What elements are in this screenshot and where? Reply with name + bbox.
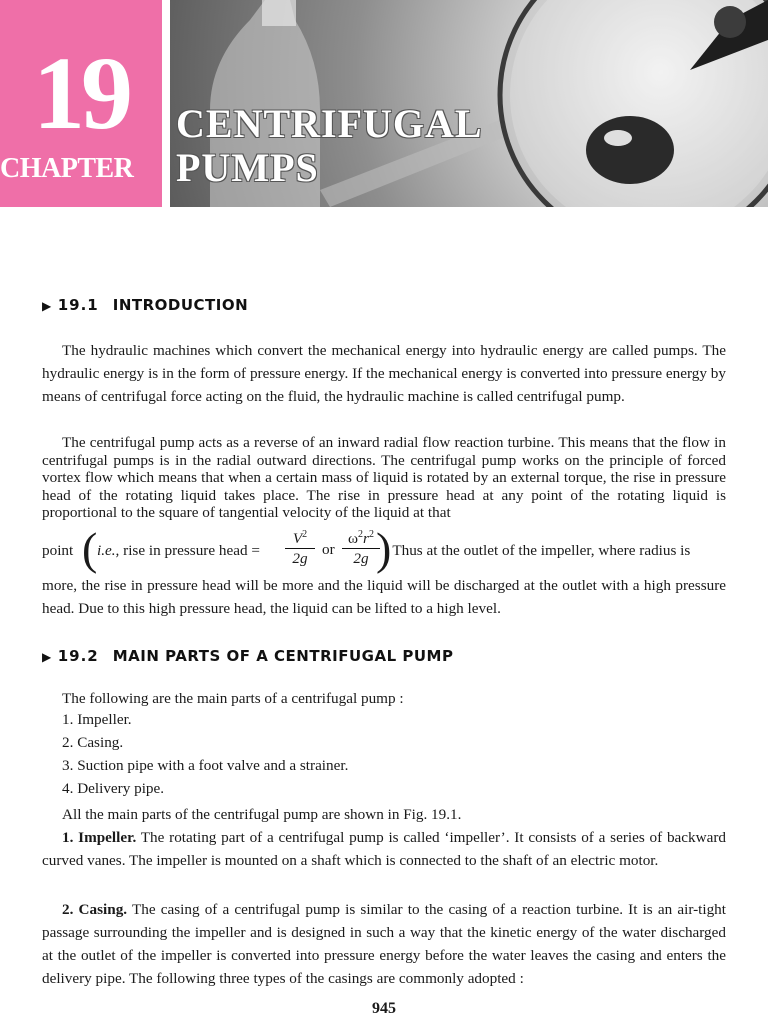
list-item: 2. Casing. <box>62 734 124 751</box>
fraction-omega-r-squared: $\frac{\omega^2r^2}{2g}$ <box>342 526 380 569</box>
impeller-paragraph: 1. Impeller. The rotating part of a centrifugal pump is called ‘impeller’. It consists of a series of backward curved vanes. The impeller is mounted on a shaft which is connected to the shaft of an electric motor. <box>42 829 726 869</box>
list-item: 4. Delivery pipe. <box>62 780 165 797</box>
casing-paragraph: 2. Casing. The casing of a centrifugal pump is similar to the casing of a reaction turbine. It is an air-tight passage surrounding the impeller and is designed in such a way that the kinetic energy of the water discharged at the outlet of the impeller is converted into pressure energy before the water leaves the casing and enters the delivery pipe. The following three types of the casings are commonly adopted : <box>42 901 726 987</box>
intro-paragraph-2: The centrifugal pump acts as a reverse of an inward radial flow reaction turbine. This means that the flow in centrifugal pumps is in the radial outward directions. The centrifugal pump works on the principle of forced vortex flow which means that when a certain mass of liquid is rotated by an external torque, the rise in pressure head of the rotating liquid takes place. The rise in pressure head at any point of the rotating liquid is proportional to the square of tangential velocity of the liquid at that <box>42 434 726 521</box>
all-parts-sentence: All the main parts of the centrifugal pump are shown in Fig. 19.1. <box>62 806 462 823</box>
intro-paragraph-1: The hydraulic machines which convert the mechanical energy into hydraulic energy are called pumps. The hydraulic energy is in the form of pressure energy. If the mechanical energy is converted into pressure energy by means of centrifugal force acting on the fluid, the hydraulic machine is called centrifugal pump. <box>42 342 726 405</box>
chapter-title-line1: CENTRIFUGAL <box>176 101 483 146</box>
chapter-title-line2: PUMPS <box>176 145 319 190</box>
chapter-title <box>176 102 483 190</box>
intro-paragraph-3: more, the rise in pressure head will be more and the liquid will be discharged at the outlet with a high pressure head. Due to this high pressure head, the liquid can be lifted to a high level. <box>42 577 726 617</box>
chapter-number: 19 <box>33 36 129 151</box>
triangle-bullet-icon: ▶ <box>42 650 52 664</box>
section-heading-introduction: ▶ 19.1 INTRODUCTION <box>42 296 249 314</box>
fraction-v-squared: $\frac{V^2}{2g}$ <box>285 526 315 569</box>
pressure-head-formula: point ( i.e., rise in pressure head = $\frac{V^2}{2g}$ or $\frac{\omega^2r^2}{2g}$ ) . Thus at the outlet of the impeller, where radius is <box>42 523 691 574</box>
list-item: 1. Impeller. <box>62 711 132 728</box>
chapter-label: CHAPTER <box>0 153 134 184</box>
list-item: 3. Suction pipe with a foot valve and a strainer. <box>62 757 349 774</box>
main-parts-intro: The following are the main parts of a centrifugal pump : <box>62 690 404 707</box>
page-number: 945 <box>372 1000 396 1017</box>
chapter-badge <box>0 0 162 207</box>
section-heading-main-parts: ▶ 19.2 MAIN PARTS OF A CENTRIFUGAL PUMP <box>42 647 454 665</box>
triangle-bullet-icon: ▶ <box>42 299 52 313</box>
